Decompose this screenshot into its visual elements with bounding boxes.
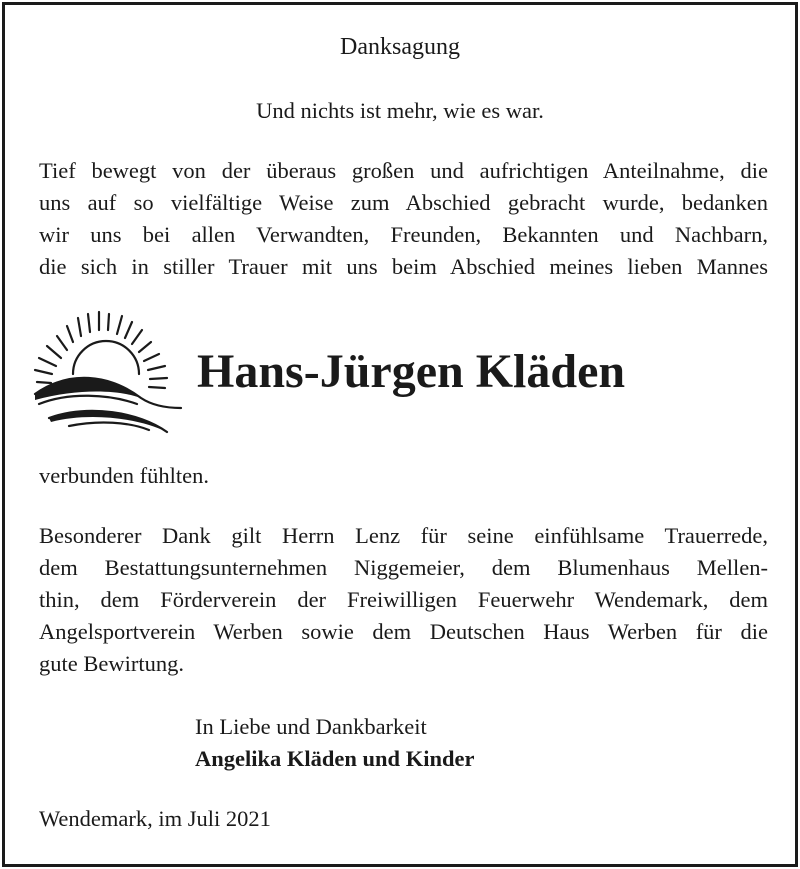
- motto: Und nichts ist mehr, wie es war.: [256, 98, 544, 123]
- thanks-line: Angelsportverein Werben sowie dem Deutschen Haus Werben für die: [39, 619, 768, 644]
- connected-text: verbunden fühlten.: [39, 463, 209, 488]
- thanks-line: Besonderer Dank gilt Herrn Lenz für seine einfühlsame Trauerrede,: [39, 523, 768, 548]
- notice-title: Danksagung: [340, 34, 460, 60]
- sunset-over-hills-icon: [29, 308, 187, 438]
- intro-line: Tief bewegt von der überaus großen und aufrichtigen Anteilnahme, die: [39, 158, 768, 183]
- closing-text: In Liebe und Dankbarkeit: [195, 714, 427, 739]
- obituary-notice: [2, 2, 798, 867]
- deceased-name: Hans-Jürgen Kläden: [197, 345, 626, 398]
- intro-line: uns auf so vielfältige Weise zum Abschied gebracht wurde, bedanken: [39, 190, 768, 215]
- place-date: Wendemark, im Juli 2021: [39, 806, 271, 831]
- thanks-line: thin, dem Förderverein der Freiwilligen Feuerwehr Wendemark, dem: [39, 587, 768, 612]
- thanks-line: dem Bestattungsunternehmen Niggemeier, dem Blumenhaus Mellen-: [39, 555, 768, 580]
- intro-line: die sich in stiller Trauer mit uns beim Abschied meines lieben Mannes: [39, 254, 768, 279]
- thanks-line: gute Bewirtung.: [39, 651, 184, 676]
- signature: Angelika Kläden und Kinder: [195, 746, 475, 771]
- intro-line: wir uns bei allen Verwandten, Freunden, Bekannten und Nachbarn,: [39, 222, 768, 247]
